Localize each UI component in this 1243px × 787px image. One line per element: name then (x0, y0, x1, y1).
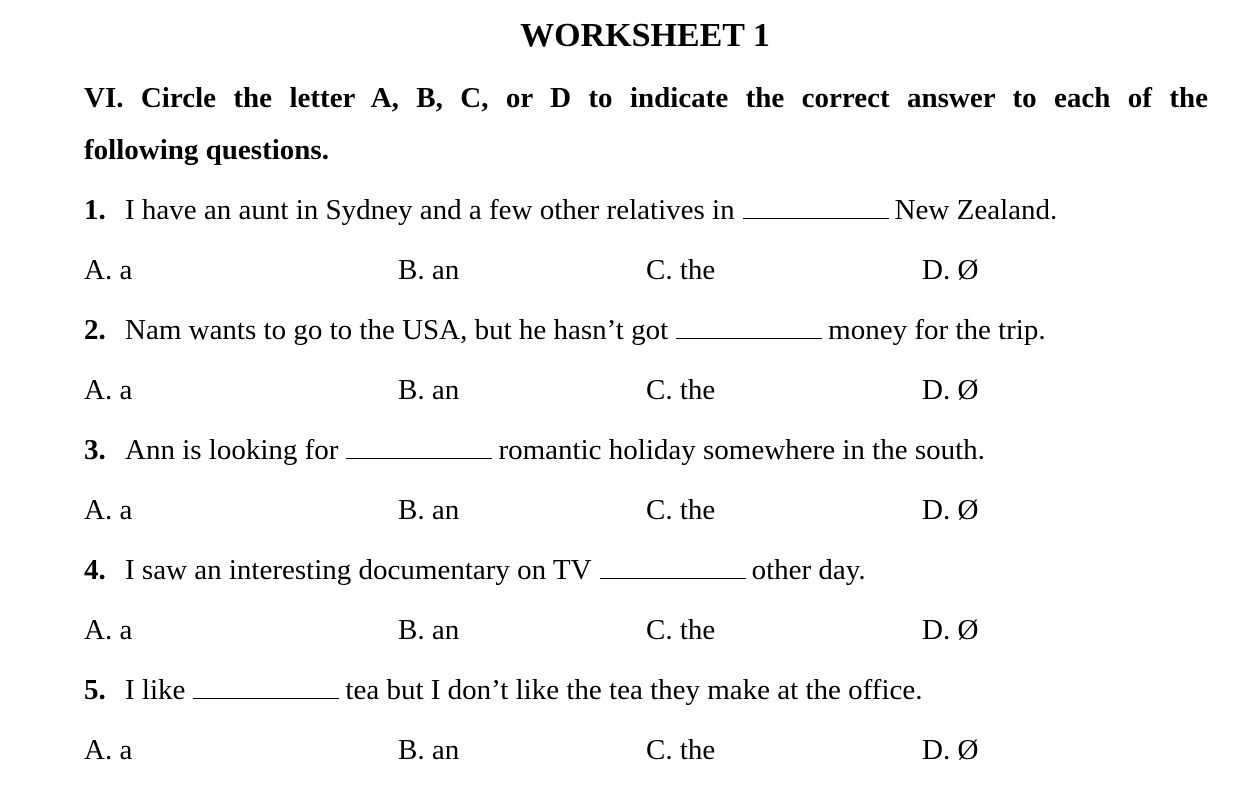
option-d[interactable]: D. Ø (922, 374, 979, 406)
question-4 (84, 552, 866, 588)
option-a[interactable]: A. a (84, 614, 133, 646)
question-text-before: Ann is looking for (125, 434, 339, 466)
answer-blank (193, 674, 339, 699)
option-a[interactable]: A. a (84, 494, 133, 526)
option-b[interactable]: B. an (398, 374, 460, 406)
question-text-before: I have an aunt in Sydney and a few other relatives in (125, 194, 735, 226)
question-text-after: New Zealand. (894, 194, 1058, 226)
question-text-before: I saw an interesting documentary on TV (125, 554, 592, 586)
question-number: 1. (84, 194, 106, 226)
question-text-after: other day. (751, 554, 866, 586)
question-number: 3. (84, 434, 106, 466)
option-a[interactable]: A. a (84, 734, 133, 766)
instruction-line-1: VI. Circle the letter A, B, C, or D to indicate the correct answer to each of the (84, 82, 1208, 114)
question-number: 2. (84, 314, 106, 346)
question-text-after: romantic holiday somewhere in the south. (498, 434, 985, 466)
option-a[interactable]: A. a (84, 254, 133, 286)
question-5 (84, 672, 923, 708)
question-1 (84, 192, 1057, 228)
options-row-1 (0, 252, 1243, 288)
question-number: 5. (84, 674, 106, 706)
options-row-4 (0, 612, 1243, 648)
options-row-5 (0, 732, 1243, 768)
option-b[interactable]: B. an (398, 734, 460, 766)
question-text-before: Nam wants to go to the USA, but he hasn’t got (125, 314, 669, 346)
option-d[interactable]: D. Ø (922, 494, 979, 526)
option-c[interactable]: C. the (646, 734, 716, 766)
option-a[interactable]: A. a (84, 374, 133, 406)
options-row-2 (0, 372, 1243, 408)
question-number: 4. (84, 554, 106, 586)
answer-blank (743, 194, 889, 219)
question-text-before: I like (125, 674, 186, 706)
answer-blank (676, 314, 822, 339)
options-row-3 (0, 492, 1243, 528)
option-b[interactable]: B. an (398, 614, 460, 646)
option-d[interactable]: D. Ø (922, 614, 979, 646)
option-d[interactable]: D. Ø (922, 734, 979, 766)
worksheet-title: WORKSHEET 1 (520, 17, 770, 54)
option-b[interactable]: B. an (398, 254, 460, 286)
option-c[interactable]: C. the (646, 614, 716, 646)
question-2 (84, 312, 1046, 348)
question-text-after: money for the trip. (828, 314, 1046, 346)
option-c[interactable]: C. the (646, 494, 716, 526)
question-3 (84, 432, 985, 468)
option-c[interactable]: C. the (646, 254, 716, 286)
option-b[interactable]: B. an (398, 494, 460, 526)
question-text-after: tea but I don’t like the tea they make at the office. (345, 674, 923, 706)
answer-blank (346, 434, 492, 459)
instruction-line-2: following questions. (84, 134, 329, 166)
option-d[interactable]: D. Ø (922, 254, 979, 286)
option-c[interactable]: C. the (646, 374, 716, 406)
answer-blank (600, 554, 746, 579)
